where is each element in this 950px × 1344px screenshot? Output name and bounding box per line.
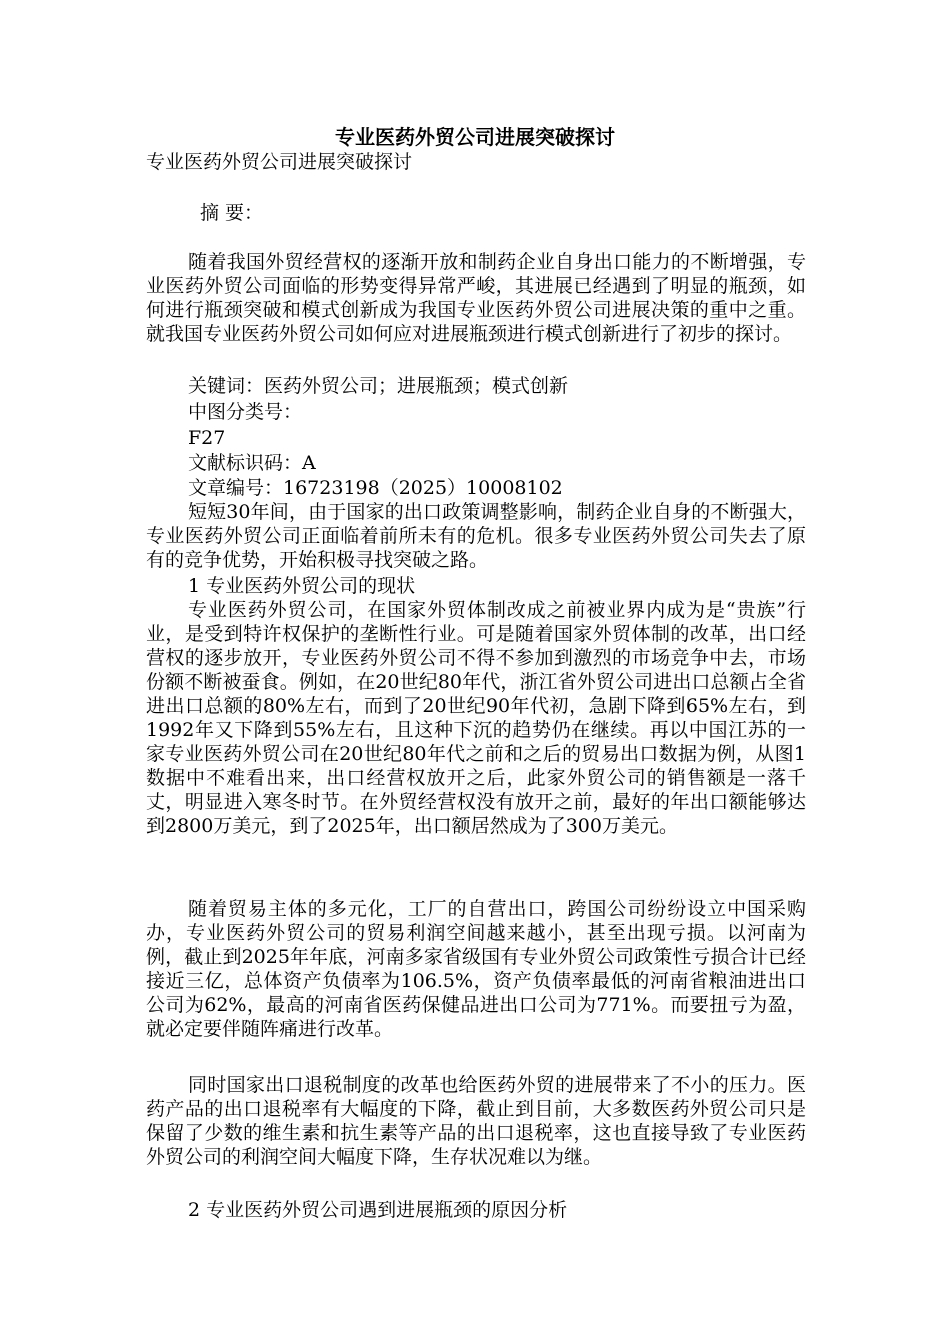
- section-2-heading: 2 专业医药外贸公司遇到进展瓶颈的原因分析: [188, 1199, 568, 1221]
- abstract-label: 摘 要：: [200, 202, 264, 224]
- section-1-heading: 1 专业医药外贸公司的现状: [188, 575, 416, 597]
- clc-label: 中图分类号：: [188, 401, 303, 423]
- document-subtitle: 专业医药外贸公司进展突破探讨: [146, 151, 413, 173]
- document-title: 专业医药外贸公司进展突破探讨: [335, 125, 615, 149]
- section-1-paragraph-1: 专业医药外贸公司，在国家外贸体制改成之前被业界内成为是“贵族”行业，是受到特许权保护的垄断性行业。可是随着国家外贸体制的改革，出口经营权的逐步放开，专业医药外贸公司不得不参加到激烈的市场竞争中去，市场份额不断被蚕食。例如，在20世纪80年代，浙江省外贸公司进出口总额占全省进出口总额的80%左右，而到了20世纪90年代初，急剧下降到65%左右，到1992年又下降到55%左右，且这种下沉的趋势仍在继续。再以中国江苏的一家专业医药外贸公司在20世纪80年代之前和之后的贸易出口数据为例，从图1数据中不难看出来，出口经营权放开之后，此家外贸公司的销售额是一落千丈，明显进入寒冬时节。在外贸经营权没有放开之前，最好的年出口额能够达到2800万美元，到了2025年，出口额居然成为了300万美元。: [146, 599, 806, 837]
- abstract-paragraph: 随着我国外贸经营权的逐渐开放和制药企业自身出口能力的不断增强，专业医药外贸公司面临的形势变得异常严峻，其进展已经遇到了明显的瓶颈，如何进行瓶颈突破和模式创新成为我国专业医药外贸公司进展决策的重中之重。就我国专业医药外贸公司如何应对进展瓶颈进行模式创新进行了初步的探讨。: [146, 251, 806, 345]
- article-number-line: 文章编号：16723198（2025）10008102: [188, 477, 563, 499]
- clc-value: F27: [188, 427, 226, 449]
- document-code-line: 文献标识码：A: [188, 452, 316, 474]
- section-1-paragraph-2: 随着贸易主体的多元化，工厂的自营出口，跨国公司纷纷设立中国采购办，专业医药外贸公司的贸易利润空间越来越小，甚至出现亏损。以河南为例，截止到2025年年底，河南多家省级国有专业外贸公司政策性亏损合计已经接近三亿，总体资产负债率为106.5%，资产负债率最低的河南省粮油进出口公司为62%，最高的河南省医药保健品进出口公司为771%。而要扭亏为盈，就必定要伴随阵痛进行改革。: [146, 898, 806, 1040]
- section-1-paragraph-3: 同时国家出口退税制度的改革也给医药外贸的进展带来了不小的压力。医药产品的出口退税率有大幅度的下降，截止到目前，大多数医药外贸公司只是保留了少数的维生素和抗生素等产品的出口退税率，这也直接导致了专业医药外贸公司的利润空间大幅度下降，生存状况难以为继。: [146, 1074, 806, 1168]
- keywords-line: 关键词：医药外贸公司；进展瓶颈；模式创新: [188, 375, 569, 397]
- intro-paragraph: 短短30年间，由于国家的出口政策调整影响，制药企业自身的不断强大，专业医药外贸公司正面临着前所未有的危机。很多专业医药外贸公司失去了原有的竞争优势，开始积极寻找突破之路。: [146, 501, 806, 571]
